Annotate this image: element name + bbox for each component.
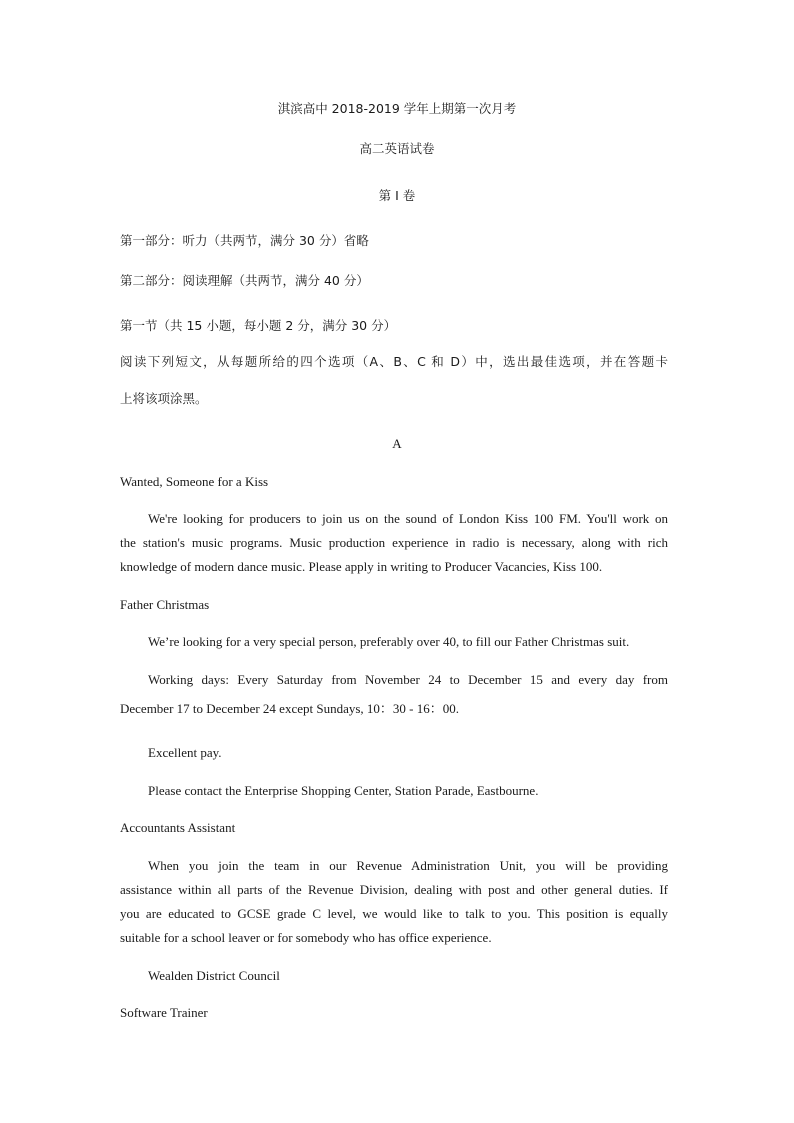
ad3-employer: Wealden District Council (148, 968, 280, 983)
ad2-heading: Father Christmas (120, 597, 210, 612)
ad1-line-1: We're looking for producers to join us on the sound of London Kiss 100 FM. You'll work on (148, 511, 668, 526)
instruction-line-2: 上将该项涂黑。 (120, 391, 208, 406)
part2-heading: 第二部分：阅读理解（共两节，满分 40 分） (120, 273, 369, 288)
ad3-line-3: you are educated to GCSE grade C level, we would like to talk to you. This position is equally (120, 906, 668, 921)
ad1-line-3: knowledge of modern dance music. Please apply in writing to Producer Vacancies, Kiss 100. (120, 559, 603, 574)
volume-label: 第 Ⅰ 卷 (378, 188, 416, 203)
exam-title: 淇滨高中 2018-2019 学年上期第一次月考 (277, 101, 517, 116)
ad2-line-3: December 17 to December 24 except Sundays, 10：30 - 16：00. (120, 701, 459, 716)
ad2-line-1: We’re looking for a very special person, preferably over 40, to fill our Father Christmas suit. (148, 634, 630, 649)
ad4-heading: Software Trainer (120, 1005, 208, 1020)
ad3-line-4: suitable for a school leaver or for somebody who has office experience. (120, 930, 492, 945)
section1-heading: 第一节（共 15 小题，每小题 2 分，满分 30 分） (120, 318, 397, 333)
ad2-contact: Please contact the Enterprise Shopping Center, Station Parade, Eastbourne. (148, 783, 539, 798)
exam-subtitle: 高二英语试卷 (359, 141, 435, 156)
ad2-line-2: Working days: Every Saturday from November 24 to December 15 and every day from (148, 672, 668, 687)
ad1-heading: Wanted, Someone for a Kiss (120, 474, 269, 489)
ad1-line-2: the station's music programs. Music production experience in radio is necessary, along with rich (120, 535, 668, 550)
ad3-heading: Accountants Assistant (120, 820, 236, 835)
ad2-pay: Excellent pay. (148, 745, 222, 760)
passage-label: A (392, 436, 402, 451)
ad3-line-1: When you join the team in our Revenue Administration Unit, you will be providing (148, 858, 668, 873)
ad3-line-2: assistance within all parts of the Revenue Division, dealing with post and other general duties. If (120, 882, 668, 897)
part1-heading: 第一部分：听力（共两节，满分 30 分）省略 (120, 233, 369, 248)
instruction-line-1: 阅读下列短文，从每题所给的四个选项（A、B、C 和 D）中，选出最佳选项，并在答题卡 (120, 354, 668, 369)
